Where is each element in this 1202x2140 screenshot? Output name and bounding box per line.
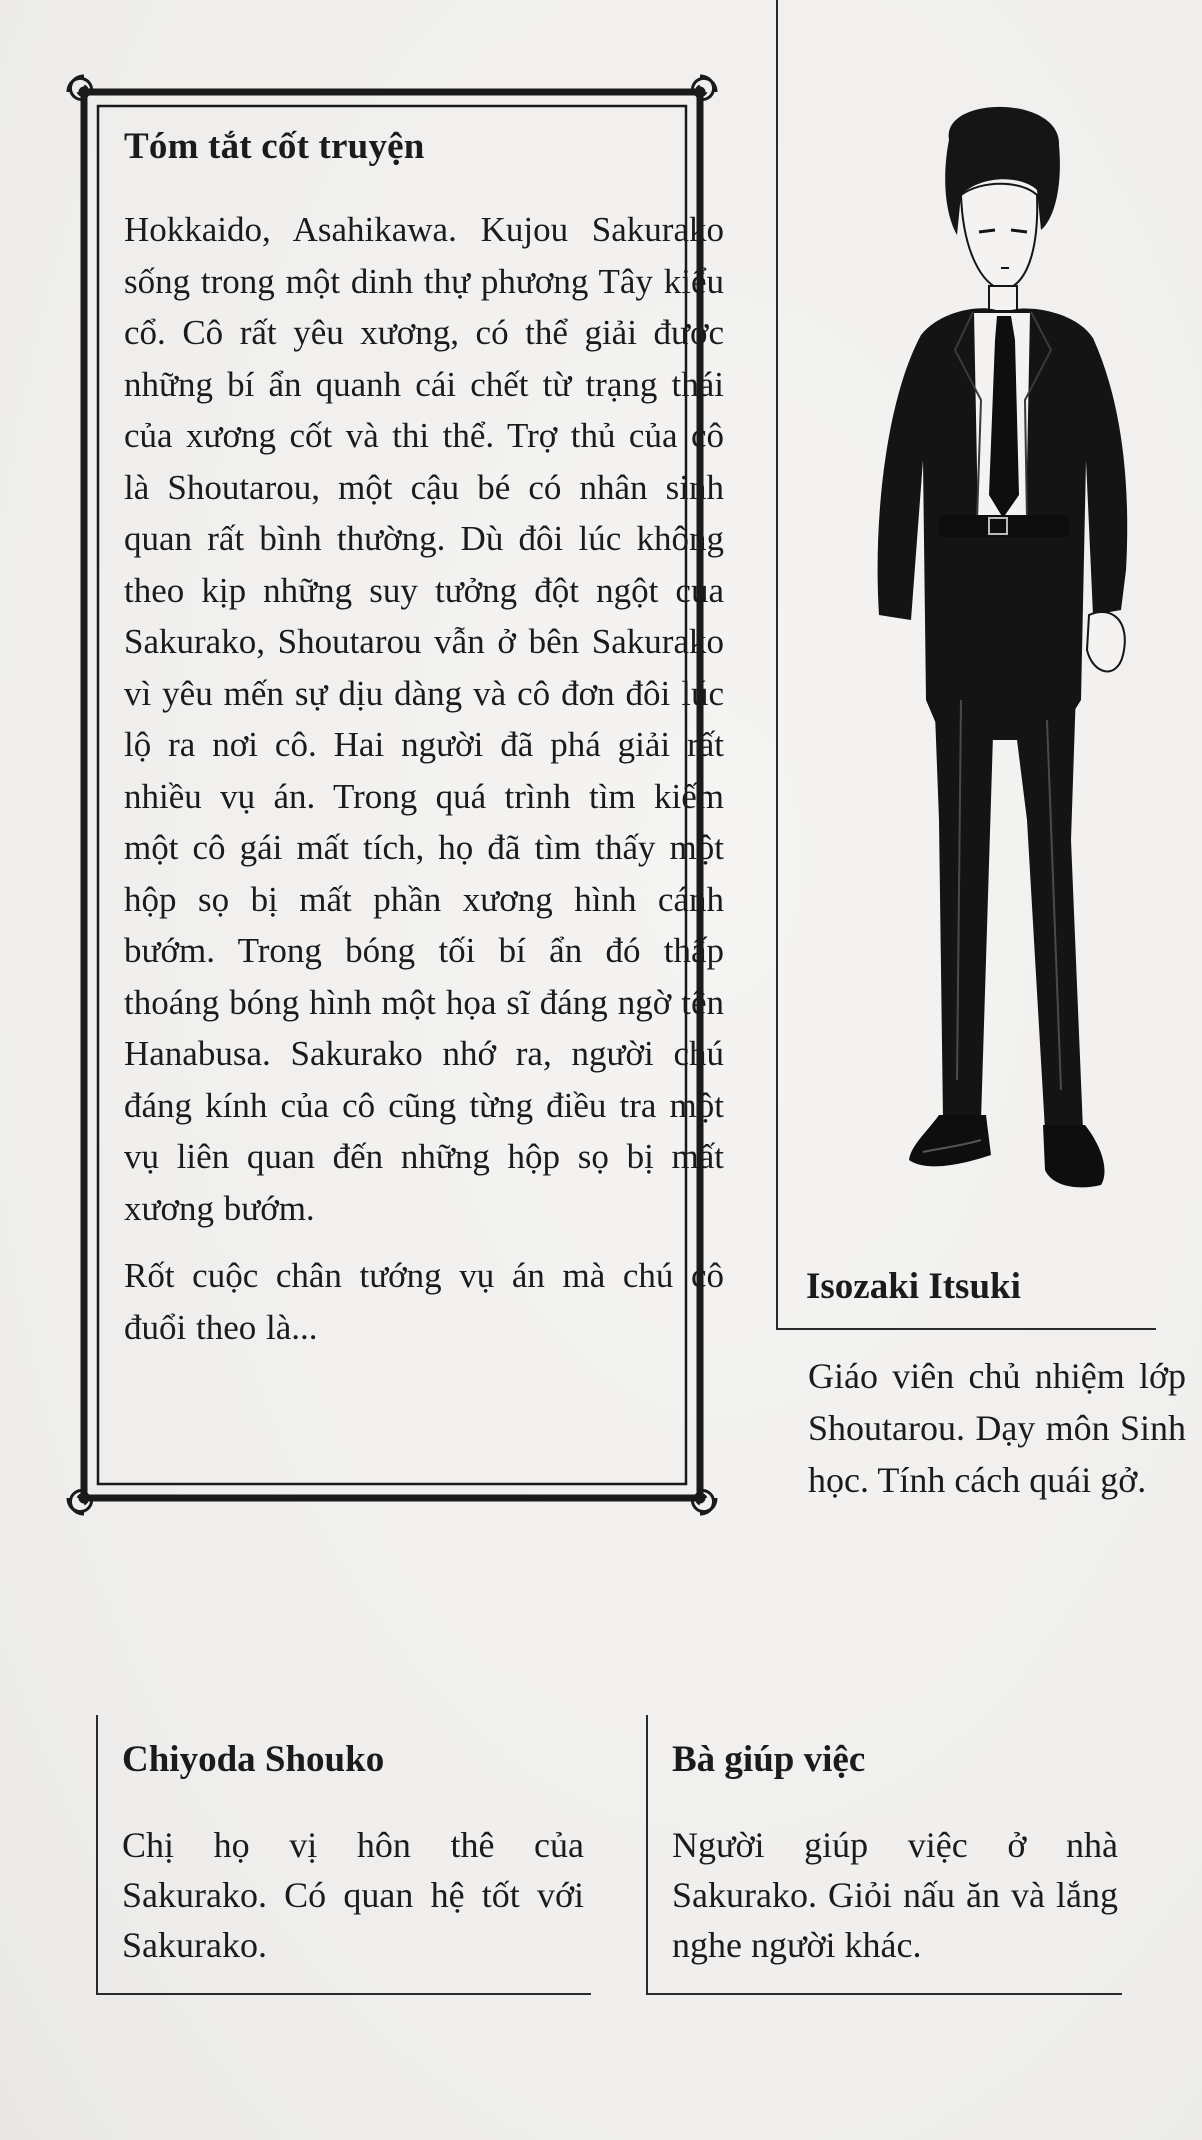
summary-paragraph: Hokkaido, Asahikawa. Kujou Sakurako sống trong một dinh thự phương Tây kiểu cổ. Cô rất yêu xương, có thể giải được những bí ẩn quanh cái chết từ trạng thái của xương cốt và thi thể. Trợ thủ của cô là Shoutarou, một cậu bé có nhân sinh quan rất bình thường. Dù đôi lúc không theo kịp những suy tưởng đột ngột của Sakurako, Shoutarou vẫn ở bên Sakurako vì yêu mến sự dịu dàng và cô đơn đôi lúc lộ ra nơi cô. Hai người đã phá giải rất nhiều vụ án. Trong quá trình tìm kiếm một cô gái mất tích, họ đã tìm thấy một hộp sọ bị mất phần xương hình cánh bướm. Trong bóng tối bí ẩn đó thấp thoáng bóng hình một họa sĩ đáng ngờ tên Hanabusa. Sakurako nhớ ra, người chú đáng kính của cô cũng từng điều tra một vụ liên quan đến những hộp sọ bị mất xương bướm. — [124, 210, 724, 1228]
character-description: Người giúp việc ở nhà Sakurako. Giỏi nấu ăn và lắng nghe người khác. — [672, 1825, 1118, 1965]
card-rule-vertical — [96, 1715, 98, 1995]
character-card-isozaki — [776, 0, 1202, 1330]
character-name: Isozaki Itsuki — [806, 1266, 1021, 1307]
summary-frame — [62, 70, 722, 1520]
character-illustration — [831, 100, 1161, 1230]
card-rule-horizontal — [96, 1993, 591, 1995]
summary-paragraph: Rốt cuộc chân tướng vụ án mà chú cô đuổi theo là... — [124, 1256, 724, 1347]
character-description: Chị họ vị hôn thê của Sakurako. Có quan hệ tốt với Sakurako. — [122, 1825, 584, 1965]
character-card-maid — [646, 1715, 1122, 1995]
card-rule-horizontal — [646, 1993, 1122, 1995]
character-card-chiyoda — [96, 1715, 591, 1995]
character-name: Bà giúp việc — [672, 1739, 866, 1780]
card-rule-vertical — [646, 1715, 648, 1995]
character-name: Chiyoda Shouko — [122, 1739, 385, 1780]
summary-content — [124, 125, 724, 1369]
character-description: Giáo viên chủ nhiệm lớp Shoutarou. Dạy môn Sinh học. Tính cách quái gở. — [808, 1356, 1186, 1500]
summary-title: Tóm tắt cốt truyện — [124, 126, 425, 167]
card-rule-vertical — [776, 0, 778, 1330]
card-rule-horizontal — [776, 1328, 1156, 1330]
